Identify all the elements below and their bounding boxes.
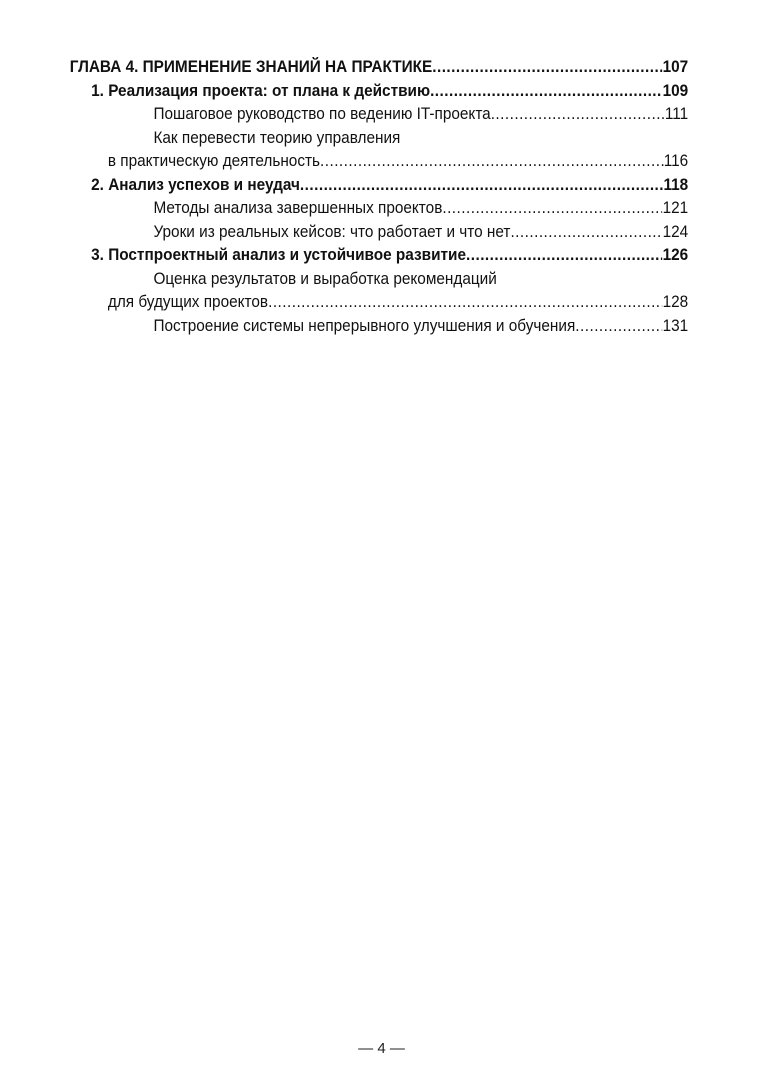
- toc-section-line: [91, 174, 688, 198]
- leader-dots: [442, 197, 662, 221]
- chapter-page: 107: [662, 58, 689, 76]
- subsection-title: Уроки из реальных кейсов: что работает и что нет: [153, 222, 511, 241]
- leader-dots: [491, 103, 665, 127]
- toc-subsection-entry-line2: [0, 291, 710, 315]
- chapter-title: ГЛАВА 4. ПРИМЕНЕНИЕ ЗНАНИЙ НА ПРАКТИКЕ: [69, 58, 433, 76]
- subsection-title: Пошаговое руководство по ведению IT-проекта: [153, 105, 491, 123]
- subsection-title-line2: для будущих проектов: [107, 293, 269, 311]
- toc-chapter-entry: [0, 56, 710, 80]
- toc-subsection-entry-line1: [0, 127, 710, 151]
- table-of-contents: [0, 56, 763, 338]
- subsection-title-line1: Как перевести теорию управления: [153, 128, 401, 147]
- toc-subsection-line: [108, 150, 688, 174]
- section-title: 3. Постпроектный анализ и устойчивое развитие: [91, 246, 467, 264]
- leader-dots: [466, 244, 663, 268]
- subsection-page: 116: [663, 152, 689, 170]
- toc-subsection-entry: [0, 221, 710, 245]
- subsection-title: Методы анализа завершенных проектов: [153, 199, 443, 217]
- subsection-title-line1: Оценка результатов и выработка рекомендаций: [153, 269, 497, 288]
- toc-subsection-line: [108, 291, 688, 315]
- page-number: — 4 —: [358, 1040, 405, 1057]
- section-page: 109: [662, 81, 689, 100]
- toc-section-line: [91, 244, 688, 268]
- toc-section-entry: [0, 244, 710, 268]
- subsection-page: 121: [662, 199, 689, 217]
- leader-dots: [575, 315, 662, 339]
- subsection-page: 111: [664, 105, 689, 123]
- subsection-title-line2: в практическую деятельность: [107, 152, 321, 170]
- subsection-page: 131: [662, 316, 689, 335]
- subsection-page: 128: [662, 293, 689, 311]
- toc-subsection-entry: [0, 197, 710, 221]
- section-title: 1. Реализация проекта: от плана к действию: [91, 81, 431, 100]
- toc-subsection-line: [153, 315, 688, 339]
- leader-dots: [432, 56, 662, 80]
- toc-subsection-entry-line2: [0, 150, 710, 174]
- leader-dots: [430, 80, 663, 104]
- toc-subsection-line: [153, 103, 688, 127]
- toc-chapter-line: [70, 56, 688, 80]
- toc-subsection-line: [153, 221, 688, 245]
- leader-dots: [510, 221, 662, 245]
- leader-dots: [268, 291, 663, 315]
- toc-section-entry: [0, 174, 710, 198]
- subsection-title: Построение системы непрерывного улучшения и обучения: [153, 316, 576, 335]
- toc-subsection-line: [153, 197, 688, 221]
- leader-dots: [320, 150, 664, 174]
- section-title: 2. Анализ успехов и неудач: [91, 175, 300, 194]
- toc-subsection-entry: [0, 315, 710, 339]
- leader-dots: [300, 174, 664, 198]
- toc-section-entry: [0, 80, 710, 104]
- section-page: 118: [663, 175, 689, 194]
- toc-subsection-entry: [0, 103, 710, 127]
- toc-section-line: [91, 80, 688, 104]
- section-page: 126: [662, 246, 689, 264]
- subsection-page: 124: [662, 222, 689, 241]
- toc-subsection-entry-line1: [0, 268, 710, 292]
